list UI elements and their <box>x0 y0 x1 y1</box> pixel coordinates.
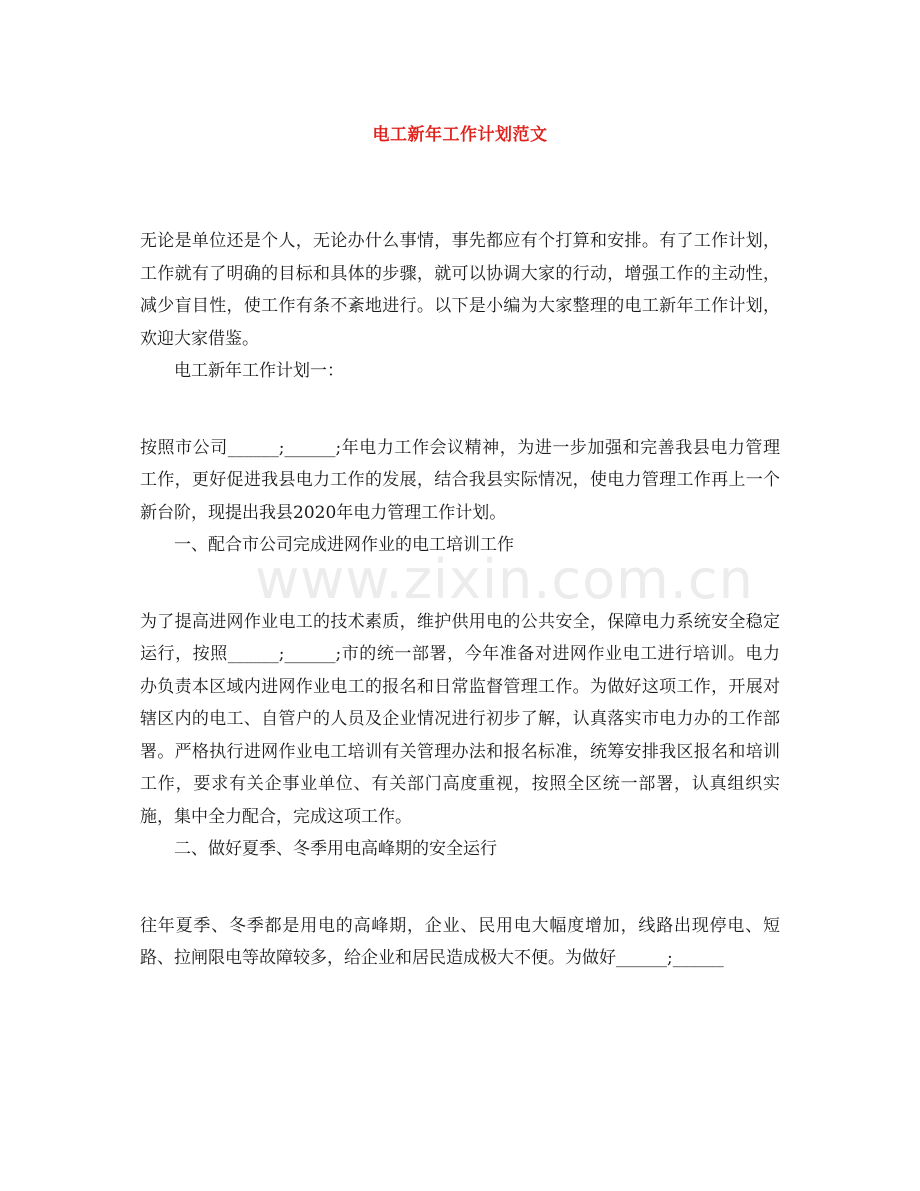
section-two-paragraph: 往年夏季、冬季都是用电的高峰期，企业、民用电大幅度增加，线路出现停电、短路、拉闸限电等故障较多，给企业和居民造成极大不便。为做好______;______ <box>140 915 780 968</box>
document-body <box>140 225 780 975</box>
section-two-heading: 二、做好夏季、冬季用电高峰期的安全运行 <box>174 839 497 859</box>
intro-paragraph: 无论是单位还是个人，无论办什么事情，事先都应有个打算和安排。有了工作计划，工作就有了明确的目标和具体的步骤，就可以协调大家的行动，增强工作的主动性，减少盲目性，使工作有条不紊地进行。以下是小编为大家整理的电工新年工作计划，欢迎大家借鉴。 <box>140 231 780 349</box>
plan-one-heading: 电工新年工作计划一： <box>174 361 344 381</box>
paragraph-gap <box>140 562 780 606</box>
section-one-paragraph: 为了提高进网作业电工的技术素质，维护供用电的公共安全，保障电力系统安全稳定运行，按照______;______;市的统一部署，今年准备对进网作业电工进行培训。电力办负责本区域内进网作业电工的报名和日常监督管理工作。为做好这项工作，开展对辖区内的电工、自管户的人员及企业情况进行初步了解，认真落实市电力办的工作部署。严格执行进网作业电工培训有关管理办法和报名标准，统筹安排我区报名和培训工作，要求有关企事业单位、有关部门高度重视，按照全区统一部署，认真组织实施，集中全力配合，完成这项工作。 <box>140 611 780 827</box>
paragraph-gap <box>140 866 780 910</box>
plan-one-paragraph: 按照市公司______;______;年电力工作会议精神，为进一步加强和完善我县电力管理工作，更好促进我县电力工作的发展，结合我县实际情况，使电力管理工作再上一个新台阶，现提出我县2020年电力管理工作计划。 <box>140 437 780 523</box>
watermark-text: www.zixin.com.cn <box>255 548 754 611</box>
document-title: 电工新年工作计划范文 <box>372 125 548 145</box>
section-one-heading: 一、配合市公司完成进网作业的电工培训工作 <box>174 535 514 555</box>
paragraph-gap <box>140 388 780 432</box>
